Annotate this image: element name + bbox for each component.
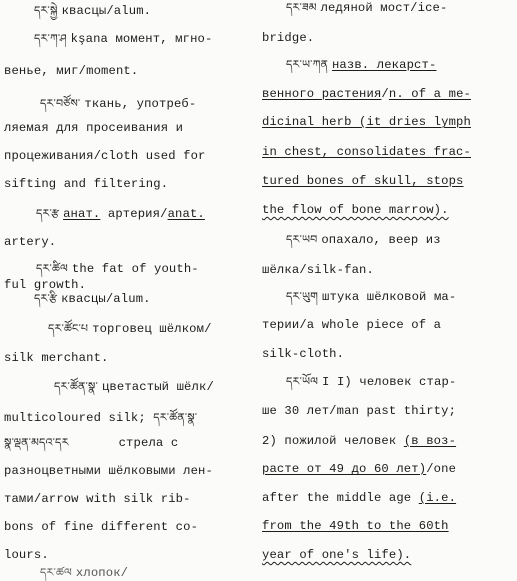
entry-text: year of one's life). <box>262 548 412 562</box>
entry-text: the fat of youth- <box>71 262 199 276</box>
entry-line <box>286 232 441 248</box>
entry-line <box>262 30 314 46</box>
entry-line <box>262 144 471 160</box>
entry-text: хлопок/ <box>75 566 129 580</box>
entry-text: n. of a me- <box>388 87 471 101</box>
entry-line <box>4 435 178 451</box>
abbrev-anat-ru: анат. <box>63 207 101 221</box>
entry-line <box>262 173 464 189</box>
entry-text: ледяной мост/ice- <box>320 1 448 15</box>
entry-text: ше 30 лет/man past thirty; <box>262 404 457 418</box>
entry-text: процеживания/cloth used for <box>4 149 206 163</box>
entry-text: tured bones of skull, stops <box>262 174 464 188</box>
entry-line <box>262 518 449 534</box>
entry-text: sifting and filtering. <box>4 177 169 191</box>
entry-line <box>262 114 471 130</box>
tibetan-headword: དར་ཡུག <box>286 290 319 303</box>
entry-line <box>286 289 456 305</box>
entry-text: in chest, consolidates frac- <box>262 145 471 159</box>
entry-text: квасцы/alum. <box>61 4 152 18</box>
entry-text: bons of fine different co- <box>4 520 199 534</box>
entry-line <box>4 491 191 507</box>
tibetan-headword: དར་ཟམ <box>286 1 317 14</box>
entry-text: artery. <box>4 235 57 249</box>
entry-line <box>40 565 128 581</box>
entry-text: I I) человек стар- <box>322 375 457 389</box>
entry-line <box>4 410 201 426</box>
tibetan-headword: དར་ཡོལ <box>286 375 319 388</box>
entry-text: шёлка/silk-fan. <box>262 263 374 277</box>
entry-text: артерия/ <box>100 207 168 221</box>
entry-text: 2) пожилой человек <box>262 434 404 448</box>
entry-text: dicinal herb (it dries lymph <box>262 115 471 129</box>
tibetan-headword: དར་རྩི <box>34 292 58 305</box>
entry-line <box>36 261 199 277</box>
entry-line <box>262 262 374 278</box>
entry-line <box>286 0 447 16</box>
entry-text: торговец шёлком/ <box>92 322 212 336</box>
tibetan-headword: དར་ཚལ <box>40 566 72 579</box>
entry-text: multicoloured silk; <box>4 411 146 425</box>
entry-text: /one <box>426 462 457 476</box>
tibetan-headword: དར་ཡ་ཀན <box>286 58 328 71</box>
entry-text: silk-cloth. <box>262 347 345 361</box>
entry-text: bridge. <box>262 31 315 45</box>
tibetan-word: དར་ཚོན་སྣ་ <box>153 411 198 424</box>
entry-text: квасцы/alum. <box>61 292 151 306</box>
entry-text: назв. лекарст- <box>331 58 437 72</box>
entry-text: тами/arrow with silk rib- <box>4 492 191 506</box>
entry-line <box>48 321 212 337</box>
entry-line <box>262 461 456 477</box>
tibetan-headword: དར་ཚིལ <box>36 262 68 275</box>
tibetan-word: སྣ་ལྡན་མདའ་དར <box>4 436 69 449</box>
entry-text: / <box>381 87 389 101</box>
entry-text: стрела с <box>118 436 179 450</box>
entry-line <box>286 57 436 73</box>
entry-line <box>4 547 49 563</box>
entry-line <box>4 519 198 535</box>
tibetan-headword: དར་ཚོང་པ <box>48 322 89 335</box>
entry-line <box>4 148 206 164</box>
entry-line <box>34 31 212 47</box>
entry-line <box>262 346 344 362</box>
entry-line <box>4 234 56 250</box>
tibetan-headword: དར་ཚོན་སྣ་ <box>54 380 98 393</box>
entry-text: разноцветными шёлковыми лен- <box>4 464 213 478</box>
entry-text: венье, миг/moment. <box>4 64 139 78</box>
tibetan-headword: དར་རྩ <box>36 207 60 220</box>
entry-text: the flow of bone marrow). <box>262 203 449 217</box>
entry-line <box>262 433 456 449</box>
entry-line <box>4 176 168 192</box>
entry-line <box>54 379 214 395</box>
tibetan-headword: དར་ཡབ <box>286 233 318 246</box>
entry-text: (в воз- <box>403 434 457 448</box>
tibetan-headword: དར་བཙོས་ <box>40 97 81 110</box>
entry-text: silk merchant. <box>4 351 109 365</box>
entry-text: after the middle age <box>262 491 419 505</box>
entry-line <box>262 403 456 419</box>
entry-line <box>34 3 151 19</box>
entry-line <box>262 86 471 102</box>
entry-text: from the 49th to the 60th <box>262 519 449 533</box>
entry-line <box>34 291 151 307</box>
entry-text: венного растения <box>262 87 382 101</box>
entry-text: lours. <box>4 548 49 562</box>
tibetan-headword: དར་སྐྱེ <box>34 4 58 17</box>
entry-line <box>36 206 205 222</box>
entry-text: штука шёлковой ма- <box>322 290 457 304</box>
entry-line <box>4 120 183 136</box>
entry-line <box>4 350 109 366</box>
entry-text: расте от 49 до 60 лет) <box>262 462 427 476</box>
entry-line <box>4 63 138 79</box>
entry-text: ляемая для просеивания и <box>4 121 184 135</box>
entry-text: терии/a whole piece of a <box>262 318 442 332</box>
entry-line <box>286 374 456 390</box>
entry-text: kşana момент, мгно- <box>70 32 213 46</box>
entry-text: цветастый шёлк/ <box>101 380 214 394</box>
entry-text: ткань, употреб- <box>84 97 197 111</box>
abbrev-anat-en: anat. <box>167 207 205 221</box>
entry-text: ful growth. <box>4 278 87 292</box>
entry-text: опахало, веер из <box>321 233 441 247</box>
entry-line <box>40 96 196 112</box>
entry-text: (i.e. <box>418 491 457 505</box>
entry-line <box>262 547 411 563</box>
entry-line <box>262 202 449 218</box>
entry-line <box>4 463 213 479</box>
tibetan-headword: དར་ཀ་ཤ <box>34 32 67 45</box>
entry-line <box>262 490 456 506</box>
entry-line <box>262 317 441 333</box>
